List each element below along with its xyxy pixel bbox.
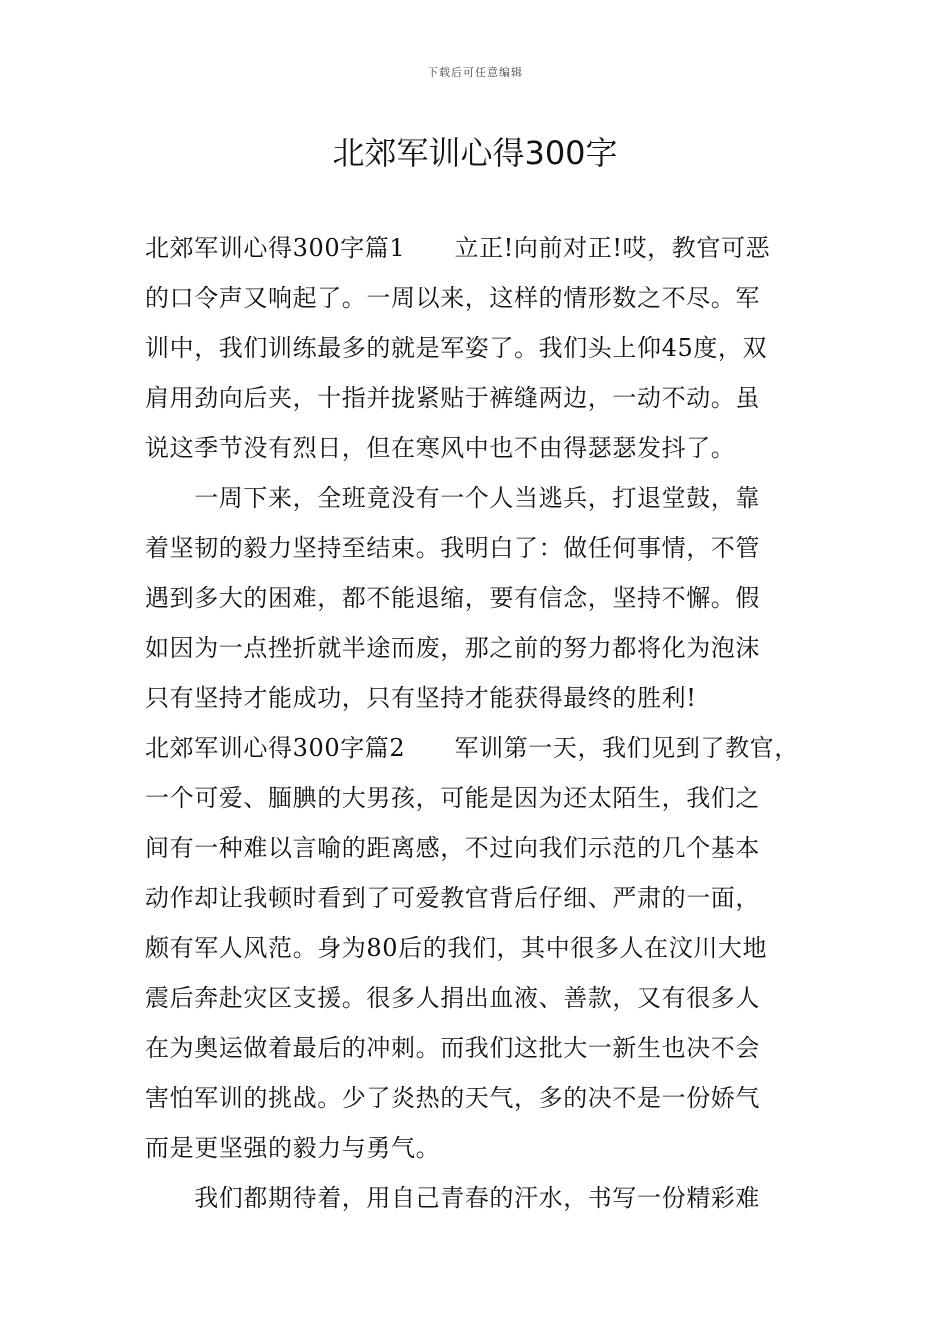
- body-line: 颇有军人风范。身为80后的我们，其中很多人在汶川大地: [145, 934, 768, 962]
- body-line: 在为奥运做着最后的冲刺。而我们这批大一新生也决不会: [145, 1034, 760, 1062]
- body-line: 震后奔赴灾区支援。很多人捐出血液、善款，又有很多人: [145, 984, 760, 1012]
- body-line: 动作却让我顿时看到了可爱教官背后仔细、严肃的一面，: [145, 884, 760, 912]
- body-line: 北郊军训心得300字篇1 立正!向前对正!哎，教官可恶: [145, 234, 771, 262]
- body-line: 肩用劲向后夹，十指并拢紧贴于裤缝两边，一动不动。虽: [145, 384, 760, 412]
- body-line: 间有一种难以言喻的距离感，不过向我们示范的几个基本: [145, 834, 760, 862]
- body-line: 遇到多大的困难，都不能退缩，要有信念，坚持不懈。假: [145, 584, 760, 612]
- body-line: 我们都期待着，用自己青春的汗水，书写一份精彩难: [145, 1184, 760, 1212]
- document-title: 北郊军训心得300字: [332, 134, 618, 172]
- body-line: 训中，我们训练最多的就是军姿了。我们头上仰45度，双: [145, 334, 768, 362]
- header-note: 下载后可任意编辑: [427, 66, 523, 79]
- body-line: 害怕军训的挑战。少了炎热的天气，多的决不是一份娇气: [145, 1084, 760, 1112]
- body-line: 着坚韧的毅力坚持至结束。我明白了：做任何事情，不管: [145, 534, 760, 562]
- body-line: 一周下来，全班竟没有一个人当逃兵，打退堂鼓，靠: [145, 484, 760, 512]
- body-line: 说这季节没有烈日，但在寒风中也不由得瑟瑟发抖了。: [145, 434, 736, 462]
- body-line: 如因为一点挫折就半途而废，那之前的努力都将化为泡沫: [145, 634, 760, 662]
- body-line: 北郊军训心得300字篇2 军训第一天，我们见到了教官，: [145, 734, 799, 762]
- body-line: 而是更坚强的毅力与勇气。: [145, 1134, 441, 1162]
- body-line: 的口令声又响起了。一周以来，这样的情形数之不尽。军: [145, 284, 760, 312]
- body-line: 一个可爱、腼腆的大男孩，可能是因为还太陌生，我们之: [145, 784, 760, 812]
- body-line: 只有坚持才能成功，只有坚持才能获得最终的胜利!: [145, 684, 697, 712]
